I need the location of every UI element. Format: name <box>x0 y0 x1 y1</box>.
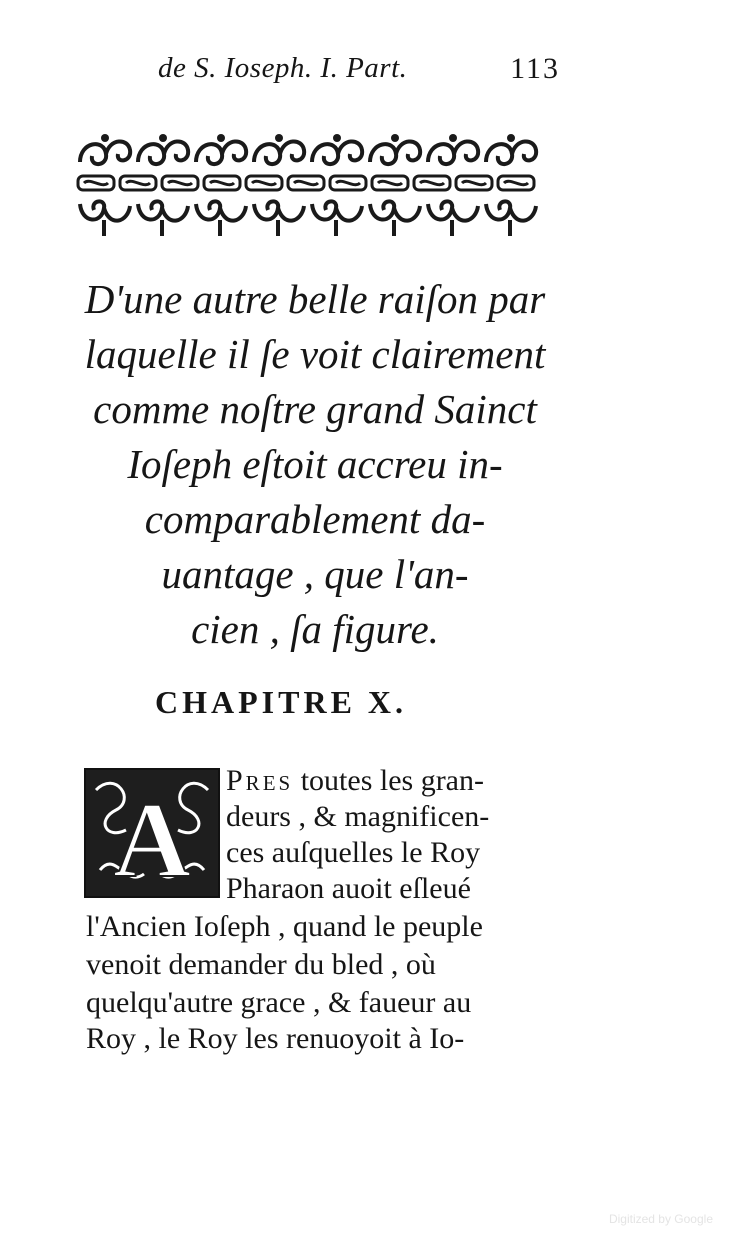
chapter-heading <box>62 272 568 657</box>
text-line: deurs , & magnificen- <box>226 800 490 833</box>
line-text: toutes les gran- <box>300 764 484 797</box>
text-line: Roy , le Roy les renuoyoit à Io- <box>86 1022 465 1055</box>
drop-cap-initial <box>84 768 220 898</box>
heading-line: Ioſeph eſtoit accreu in- <box>127 441 503 487</box>
text-line: ces auſquelles le Roy <box>226 836 481 869</box>
fleuron-ornament-band <box>76 128 550 240</box>
text-line: venoit demander du bled , où <box>86 948 436 981</box>
page-number: 113 <box>510 52 560 85</box>
heading-line: cien , ſa figure. <box>191 606 439 652</box>
running-title: de S. Ioseph. I. Part. <box>158 52 408 84</box>
watermark: Digitized by Google <box>608 1212 713 1226</box>
heading-line: uantage , que l'an- <box>161 551 469 597</box>
heading-line: comparablement da- <box>144 496 486 542</box>
heading-line: laquelle il ſe voit clairement <box>84 331 546 377</box>
text-line <box>226 764 484 798</box>
text-line: Pharaon auoit eſleué <box>226 872 471 905</box>
chapter-number: CHAPITRE X. <box>155 684 408 720</box>
text-line: l'Ancien Ioſeph , quand le peuple <box>86 910 483 943</box>
text-line: quelqu'autre grace , & faueur au <box>86 986 472 1019</box>
first-word: Pres <box>226 764 294 797</box>
body-text <box>84 760 574 1060</box>
heading-line: comme noſtre grand Sainct <box>93 386 537 432</box>
heading-line: D'une autre belle raiſon par <box>84 276 546 322</box>
running-head <box>150 52 570 96</box>
drop-cap-letter: A <box>113 781 191 896</box>
